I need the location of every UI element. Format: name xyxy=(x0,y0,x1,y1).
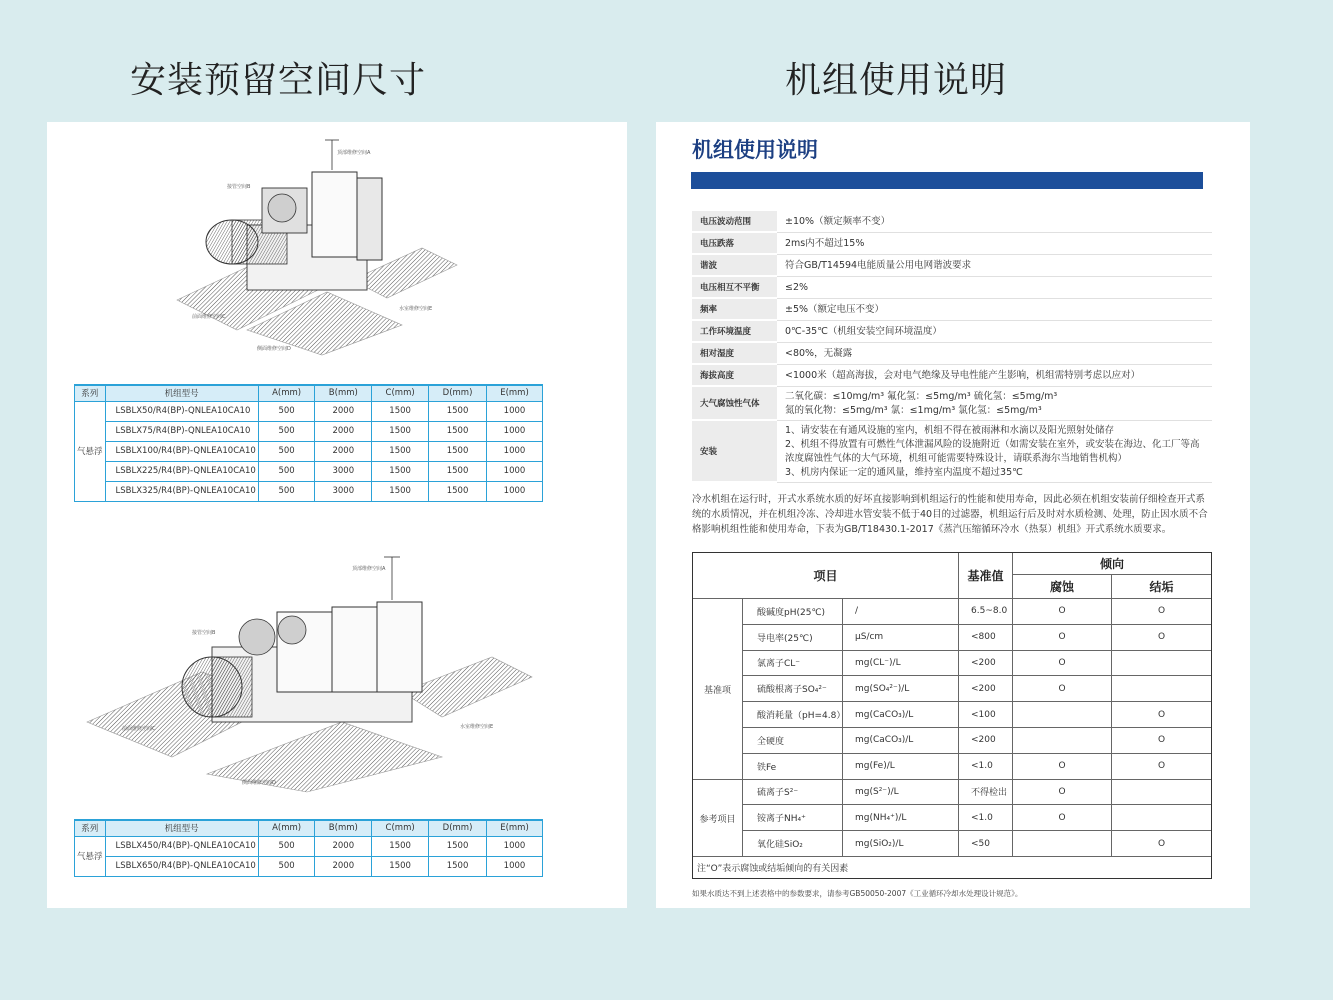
th-c: C(mm) xyxy=(372,385,429,401)
wq-scale-cell: O xyxy=(1112,831,1211,857)
value-cell: 500 xyxy=(258,461,315,481)
value-cell: 1000 xyxy=(487,856,543,876)
wq-group-ref: 参考项目 xyxy=(693,780,743,857)
wq-corrosion-cell: O xyxy=(1013,780,1112,806)
wq-item-cell: 硫酸根离子SO₄²⁻ xyxy=(743,676,843,702)
table-row xyxy=(75,461,543,481)
wq-corrosion-cell: O xyxy=(1013,651,1112,677)
condition-label: 安装 xyxy=(692,421,777,483)
wq-corrosion-cell: O xyxy=(1013,625,1112,651)
wq-unit-cell: / xyxy=(843,599,959,625)
wq-base-cell: <1.0 xyxy=(959,805,1013,831)
wq-base-cell: <200 xyxy=(959,651,1013,677)
value-cell: 1500 xyxy=(429,481,487,501)
wq-unit-cell: mg(CaCO₃)/L xyxy=(843,702,959,728)
th-a: A(mm) xyxy=(258,820,315,836)
operating-conditions-table xyxy=(692,211,1212,483)
condition-label: 工作环境温度 xyxy=(692,321,777,343)
th-b: B(mm) xyxy=(315,820,372,836)
wq-base-cell: <200 xyxy=(959,676,1013,702)
value-cell: 2000 xyxy=(315,856,372,876)
condition-value: 0℃-35℃（机组安装空间环境温度） xyxy=(777,321,1212,343)
condition-row xyxy=(692,233,1212,255)
condition-value: <1000米（超高海拔，会对电气绝缘及导电性能产生影响，机组需特别考虑以应对） xyxy=(777,365,1212,387)
footnote: 如果水质达不到上述表格中的参数要求，请参考GB50050-2007《工业循环冷却水处理设计规范》。 xyxy=(692,889,1023,898)
model-cell: LSBLX225/R4(BP)-QNLEA10CA10 xyxy=(105,461,258,481)
condition-value: 二氧化碳：≤10mg/m³ 氟化氢：≤5mg/m³ 硫化氢：≤5mg/m³ 氮的氧化物：≤5mg/m³ 氯：≤1mg/m³ 氯化氢：≤5mg/m³ xyxy=(777,387,1212,421)
table-row xyxy=(75,836,543,856)
label-water-space: 水室维修空间E xyxy=(460,724,494,730)
wq-unit-cell: mg(SiO₂)/L xyxy=(843,831,959,857)
table-row xyxy=(75,421,543,441)
condition-label: 相对湿度 xyxy=(692,343,777,365)
condition-row xyxy=(692,387,1212,421)
th-series: 系列 xyxy=(75,820,106,836)
value-cell: 500 xyxy=(258,441,315,461)
th-d: D(mm) xyxy=(429,385,487,401)
condition-row xyxy=(692,365,1212,387)
model-cell: LSBLX650/R4(BP)-QNLEA10CA10 xyxy=(105,856,258,876)
chiller-drawing-bottom xyxy=(82,552,542,797)
label-front-space: 前面维修空间C xyxy=(192,314,226,320)
condition-row xyxy=(692,321,1212,343)
wq-item-cell: 硫离子S²⁻ xyxy=(743,780,843,806)
value-cell: 3000 xyxy=(315,481,372,501)
manual-title: 机组使用说明 xyxy=(692,138,818,162)
condition-row xyxy=(692,255,1212,277)
condition-label: 电压波动范围 xyxy=(692,211,777,233)
manual-panel xyxy=(656,122,1250,908)
condition-label: 频率 xyxy=(692,299,777,321)
th-e: E(mm) xyxy=(487,820,543,836)
wq-scale-cell: O xyxy=(1112,754,1211,780)
th-d: D(mm) xyxy=(429,820,487,836)
wq-unit-cell: mg(Fe)/L xyxy=(843,754,959,780)
wq-group-base: 基准项 xyxy=(693,599,743,780)
wq-unit-cell: mg(CL⁻)/L xyxy=(843,651,959,677)
condition-label: 大气腐蚀性气体 xyxy=(692,387,777,421)
space-table-header xyxy=(75,820,543,836)
wq-scale-cell: O xyxy=(1112,625,1211,651)
label-top-space: 顶部维修空间A xyxy=(337,150,371,156)
value-cell: 1500 xyxy=(372,441,429,461)
label-front-space: 前面维修空间C xyxy=(122,726,156,732)
value-cell: 1500 xyxy=(429,401,487,421)
label-side-space: 侧面维修空间D xyxy=(257,346,291,352)
wq-item-cell: 氯离子CL⁻ xyxy=(743,651,843,677)
wq-base-cell: <200 xyxy=(959,728,1013,754)
value-cell: 1500 xyxy=(372,421,429,441)
value-cell: 1000 xyxy=(487,401,543,421)
th-b: B(mm) xyxy=(315,385,372,401)
title-bar xyxy=(691,172,1203,189)
value-cell: 500 xyxy=(258,856,315,876)
wq-unit-cell: μS/cm xyxy=(843,625,959,651)
installation-space-panel xyxy=(47,122,627,908)
table-row xyxy=(75,401,543,421)
wq-corrosion-cell xyxy=(1013,728,1112,754)
condition-value: 2ms内不超过15% xyxy=(777,233,1212,255)
condition-value: 符合GB/T14594电能质量公用电网谐波要求 xyxy=(777,255,1212,277)
condition-value: ≤2% xyxy=(777,277,1212,299)
value-cell: 1500 xyxy=(372,481,429,501)
wq-item-cell: 氧化硅SiO₂ xyxy=(743,831,843,857)
wq-note: 注“O”表示腐蚀或结垢倾向的有关因素 xyxy=(697,863,849,874)
wq-unit-cell: mg(SO₄²⁻)/L xyxy=(843,676,959,702)
space-table-header xyxy=(75,385,543,401)
table-row xyxy=(75,856,543,876)
value-cell: 1500 xyxy=(372,856,429,876)
value-cell: 1500 xyxy=(372,461,429,481)
value-cell: 1500 xyxy=(429,461,487,481)
table-row xyxy=(75,441,543,461)
wq-base-cell: <100 xyxy=(959,702,1013,728)
model-cell: LSBLX75/R4(BP)-QNLEA10CA10 xyxy=(105,421,258,441)
value-cell: 500 xyxy=(258,401,315,421)
condition-label: 电压相互不平衡 xyxy=(692,277,777,299)
condition-value: ±10%（额定频率不变） xyxy=(777,211,1212,233)
wq-corrosion-cell: O xyxy=(1013,676,1112,702)
value-cell: 1500 xyxy=(372,836,429,856)
value-cell: 3000 xyxy=(315,461,372,481)
wq-base-cell: <800 xyxy=(959,625,1013,651)
wq-base-cell: 6.5~8.0 xyxy=(959,599,1013,625)
wq-item-cell: 酸消耗量（pH=4.8） xyxy=(743,702,843,728)
wq-item-cell: 酸碱度pH(25℃) xyxy=(743,599,843,625)
condition-value: 1、请安装在有通风设施的室内，机组不得在被雨淋和水滴以及阳光照射处储存 2、机组不得放置有可燃性气体泄漏风险的设施附近（如需安装在室外，或安装在海边、化工厂等高 浓度腐蚀性气体的大气环境，机组可能需要特殊设计，请联系海尔当地销售机构） 3、机房内保证一定的通风量，维持室内温度不超过35℃ xyxy=(777,421,1212,483)
water-quality-paragraph: 冷水机组在运行时，开式水系统水质的好坏直接影响到机组运行的性能和使用寿命，因此必须在机组安装前仔细检查开式系统的水质情况，并在机组冷冻、冷却进水管安装不低于40目的过滤器，机组运行后及时对水质检测、处理，防止因水质不合格影响机组性能和使用寿命，下表为GB/T18430.1-2017《蒸汽压缩循环冷水（热泵）机组》开式系统水质要求。 xyxy=(692,494,1208,535)
model-cell: LSBLX50/R4(BP)-QNLEA10CA10 xyxy=(105,401,258,421)
wq-scale-cell xyxy=(1112,676,1211,702)
value-cell: 1000 xyxy=(487,836,543,856)
chiller-drawing-top xyxy=(167,130,467,360)
series-cell: 气悬浮 xyxy=(75,401,106,501)
model-cell: LSBLX450/R4(BP)-QNLEA10CA10 xyxy=(105,836,258,856)
wq-base-cell: <1.0 xyxy=(959,754,1013,780)
wq-corrosion-cell: O xyxy=(1013,599,1112,625)
wq-item-cell: 导电率(25℃) xyxy=(743,625,843,651)
value-cell: 500 xyxy=(258,836,315,856)
label-top-space: 顶部维修空间A xyxy=(352,566,386,572)
wq-unit-cell: mg(S²⁻)/L xyxy=(843,780,959,806)
condition-label: 谐波 xyxy=(692,255,777,277)
value-cell: 2000 xyxy=(315,401,372,421)
value-cell: 2000 xyxy=(315,836,372,856)
value-cell: 1000 xyxy=(487,481,543,501)
value-cell: 1500 xyxy=(429,856,487,876)
value-cell: 1500 xyxy=(372,401,429,421)
condition-label: 电压跌落 xyxy=(692,233,777,255)
wq-scale-cell: O xyxy=(1112,702,1211,728)
wq-unit-cell: mg(NH₄⁺)/L xyxy=(843,805,959,831)
wq-header-base: 基准值 xyxy=(959,553,1013,599)
condition-label: 海拔高度 xyxy=(692,365,777,387)
wq-scale-cell: O xyxy=(1112,599,1211,625)
space-table-2 xyxy=(74,819,543,877)
wq-scale-cell: O xyxy=(1112,728,1211,754)
label-water-space: 水室维修空间E xyxy=(399,306,433,312)
wq-corrosion-cell: O xyxy=(1013,805,1112,831)
wq-scale-cell xyxy=(1112,651,1211,677)
wq-header-scale: 结垢 xyxy=(1112,575,1211,599)
th-c: C(mm) xyxy=(372,820,429,836)
wq-item-cell: 铁Fe xyxy=(743,754,843,780)
th-model: 机组型号 xyxy=(105,820,258,836)
label-side-space: 侧面维修空间D xyxy=(242,780,276,786)
wq-item-cell: 全硬度 xyxy=(743,728,843,754)
condition-row xyxy=(692,211,1212,233)
wq-base-cell: <50 xyxy=(959,831,1013,857)
value-cell: 2000 xyxy=(315,421,372,441)
value-cell: 500 xyxy=(258,481,315,501)
model-cell: LSBLX325/R4(BP)-QNLEA10CA10 xyxy=(105,481,258,501)
water-quality-table xyxy=(692,552,1212,879)
wq-base-cell: 不得检出 xyxy=(959,780,1013,806)
value-cell: 1000 xyxy=(487,421,543,441)
value-cell: 500 xyxy=(258,421,315,441)
value-cell: 1000 xyxy=(487,441,543,461)
wq-unit-cell: mg(CaCO₃)/L xyxy=(843,728,959,754)
condition-value: <80%，无凝露 xyxy=(777,343,1212,365)
label-pipe-space: 接管空间B xyxy=(192,630,216,636)
wq-item-cell: 铵离子NH₄⁺ xyxy=(743,805,843,831)
space-table-1 xyxy=(74,384,543,502)
condition-value: ±5%（额定电压不变） xyxy=(777,299,1212,321)
heading-unit-manual: 机组使用说明 xyxy=(785,60,1008,101)
model-cell: LSBLX100/R4(BP)-QNLEA10CA10 xyxy=(105,441,258,461)
condition-row xyxy=(692,277,1212,299)
wq-scale-cell xyxy=(1112,805,1211,831)
value-cell: 1500 xyxy=(429,421,487,441)
wq-corrosion-cell: O xyxy=(1013,754,1112,780)
wq-header-item: 项目 xyxy=(693,553,959,599)
wq-corrosion-cell xyxy=(1013,831,1112,857)
value-cell: 1500 xyxy=(429,441,487,461)
wq-header-corrosion: 腐蚀 xyxy=(1013,575,1112,599)
wq-corrosion-cell xyxy=(1013,702,1112,728)
th-series: 系列 xyxy=(75,385,106,401)
series-cell: 气悬浮 xyxy=(75,836,106,876)
value-cell: 1500 xyxy=(429,836,487,856)
label-pipe-space: 接管空间B xyxy=(227,184,251,190)
value-cell: 1000 xyxy=(487,461,543,481)
heading-installation-space: 安装预留空间尺寸 xyxy=(130,60,427,101)
wq-scale-cell xyxy=(1112,780,1211,806)
th-a: A(mm) xyxy=(258,385,315,401)
condition-row xyxy=(692,421,1212,483)
wq-header-trend: 倾向 xyxy=(1013,553,1211,575)
condition-row xyxy=(692,343,1212,365)
th-model: 机组型号 xyxy=(105,385,258,401)
th-e: E(mm) xyxy=(487,385,543,401)
value-cell: 2000 xyxy=(315,441,372,461)
condition-row xyxy=(692,299,1212,321)
table-row xyxy=(75,481,543,501)
